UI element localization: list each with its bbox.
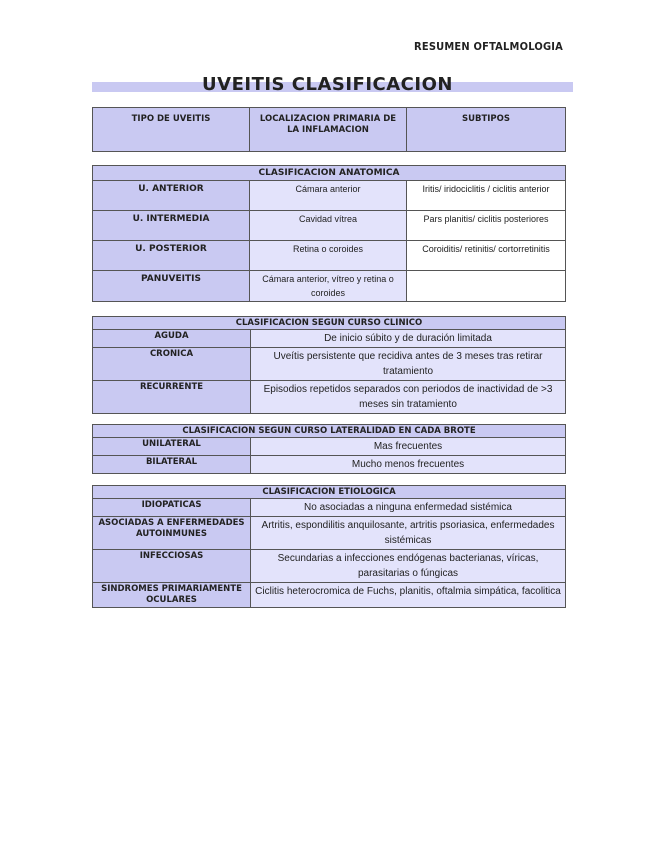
row-tipo: ASOCIADAS A ENFERMEDADES AUTOINMUNES	[93, 517, 251, 550]
row-desc: Uveítis persistente que recidiva antes de 3 meses tras retirar tratamiento	[251, 348, 566, 381]
row-tipo: SINDROMES PRIMARIAMENTE OCULARES	[93, 583, 251, 608]
table-row	[93, 211, 566, 241]
row-localizacion: Cámara anterior	[250, 181, 407, 211]
curso-heading: CLASIFICACION SEGUN CURSO CLINICO	[93, 317, 566, 330]
row-desc: Secundarias a infecciones endógenas bacterianas, víricas, parasitarias o fúngicas	[251, 550, 566, 583]
table-row	[93, 583, 566, 608]
row-desc: Mas frecuentes	[251, 438, 566, 456]
row-subtipos: Pars planitis/ ciclitis posteriores	[407, 211, 566, 241]
row-tipo: RECURRENTE	[93, 381, 251, 414]
table-row	[93, 456, 566, 474]
table-row	[93, 348, 566, 381]
etiologica-table	[92, 485, 566, 608]
table-row	[93, 330, 566, 348]
table-row	[93, 438, 566, 456]
table-row	[93, 499, 566, 517]
row-tipo: INFECCIOSAS	[93, 550, 251, 583]
row-desc: Artritis, espondilitis anquilosante, artritis psoriasica, enfermedades sistémicas	[251, 517, 566, 550]
curso-table	[92, 316, 566, 414]
lateralidad-table	[92, 424, 566, 474]
row-localizacion: Cavidad vítrea	[250, 211, 407, 241]
row-tipo: U. INTERMEDIA	[93, 211, 250, 241]
table-row	[93, 517, 566, 550]
col-header-localizacion: LOCALIZACION PRIMARIA DE LA INFLAMACION	[250, 108, 407, 152]
row-tipo: AGUDA	[93, 330, 251, 348]
etiologica-heading: CLASIFICACION ETIOLOGICA	[93, 486, 566, 499]
table-row	[93, 271, 566, 302]
row-tipo: U. ANTERIOR	[93, 181, 250, 211]
row-localizacion: Retina o coroides	[250, 241, 407, 271]
anatomica-heading: CLASIFICACION ANATOMICA	[93, 166, 566, 181]
row-desc: Ciclitis heterocromica de Fuchs, planitis, oftalmia simpática, facolitica	[251, 583, 566, 608]
row-tipo: IDIOPATICAS	[93, 499, 251, 517]
row-subtipos: Iritis/ iridociclitis / ciclitis anterior	[407, 181, 566, 211]
table-row	[93, 550, 566, 583]
row-localizacion: Cámara anterior, vítreo y retina o coroides	[250, 271, 407, 302]
col-header-subtipos: SUBTIPOS	[407, 108, 566, 152]
row-desc: Episodios repetidos separados con periodos de inactividad de >3 meses sin tratamiento	[251, 381, 566, 414]
col-header-tipo: TIPO DE UVEITIS	[93, 108, 250, 152]
row-tipo: CRONICA	[93, 348, 251, 381]
row-tipo: BILATERAL	[93, 456, 251, 474]
lateralidad-heading: CLASIFICACION SEGUN CURSO LATERALIDAD EN CADA BROTE	[93, 425, 566, 438]
page-header: RESUMEN OFTALMOLOGIA	[414, 40, 563, 53]
row-desc: No asociadas a ninguna enfermedad sistémica	[251, 499, 566, 517]
column-header-table	[92, 107, 566, 152]
anatomica-table	[92, 165, 566, 302]
table-row	[93, 241, 566, 271]
row-subtipos: Coroiditis/ retinitis/ cortorretinitis	[407, 241, 566, 271]
row-desc: De inicio súbito y de duración limitada	[251, 330, 566, 348]
row-subtipos	[407, 271, 566, 302]
row-tipo: PANUVEITIS	[93, 271, 250, 302]
table-row	[93, 181, 566, 211]
row-tipo: UNILATERAL	[93, 438, 251, 456]
page-title: UVEITIS CLASIFICACION	[202, 74, 453, 95]
row-tipo: U. POSTERIOR	[93, 241, 250, 271]
row-desc: Mucho menos frecuentes	[251, 456, 566, 474]
table-row	[93, 381, 566, 414]
